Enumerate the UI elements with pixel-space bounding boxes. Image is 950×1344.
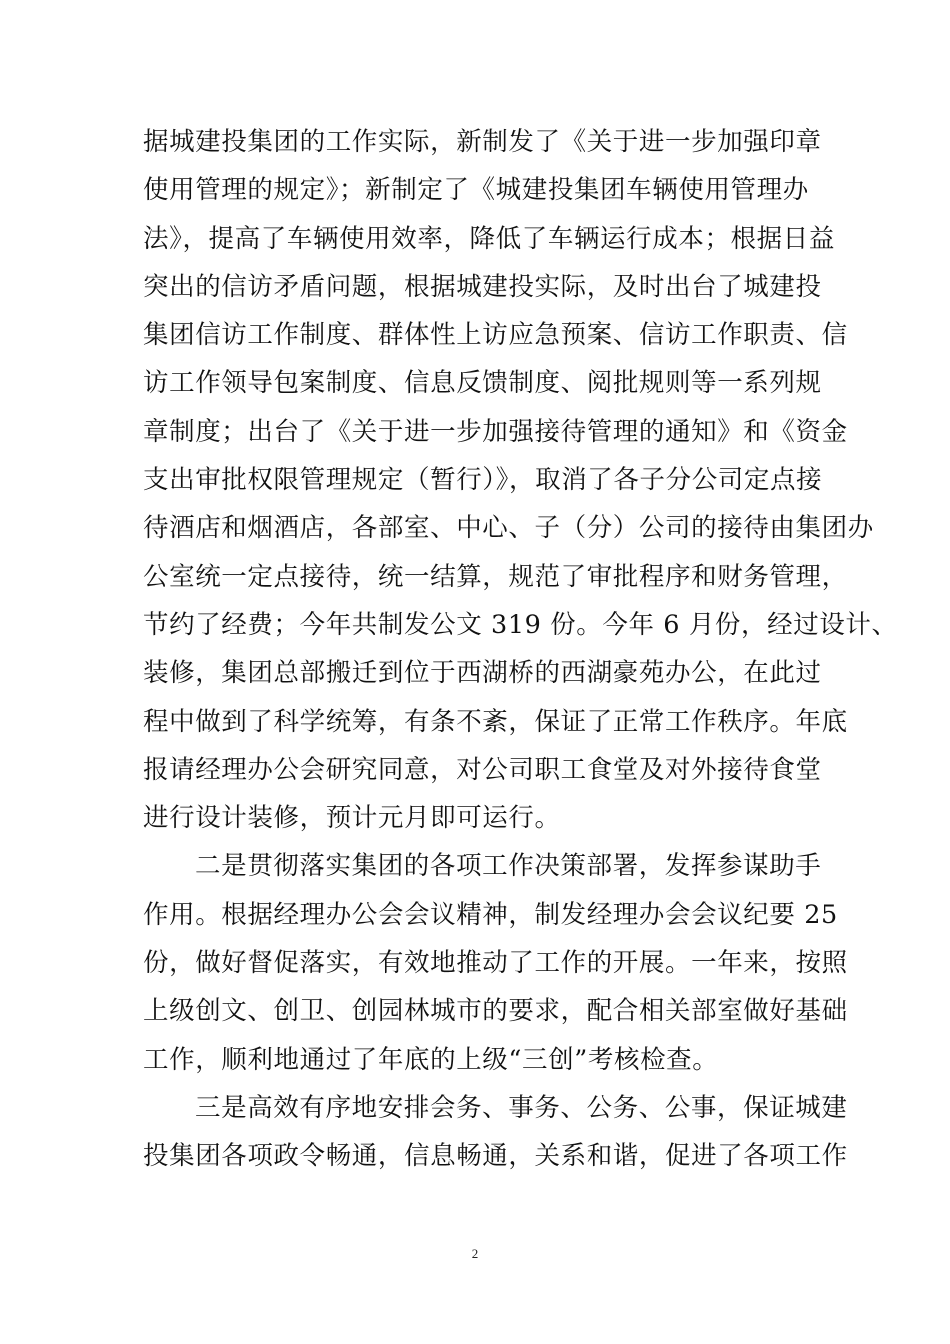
- text-line: 节约了经费；今年共制发公文 319 份。今年 6 月份，经过设计、: [143, 609, 898, 640]
- text-line: 公室统一定点接待，统一结算，规范了审批程序和财务管理，: [143, 561, 848, 592]
- text-line: 投集团各项政令畅通，信息畅通，关系和谐，促进了各项工作: [143, 1141, 848, 1172]
- paragraph-start-line: 三是高效有序地安排会务、事务、公务、公事，保证城建: [195, 1092, 848, 1123]
- text-line: 使用管理的规定》；新制定了《城建投集团车辆使用管理办: [143, 175, 809, 206]
- text-line: 突出的信访矛盾问题，根据城建投实际，及时出台了城建投: [143, 271, 822, 302]
- text-line: 集团信访工作制度、群体性上访应急预案、信访工作职责、信: [143, 320, 848, 351]
- text-line: 据城建投集团的工作实际，新制发了《关于进一步加强印章: [143, 127, 822, 157]
- text-line: 待酒店和烟酒店，各部室、中心、子（分）公司的接待由集团办: [143, 513, 874, 544]
- text-line: 进行设计装修，预计元月即可运行。: [143, 803, 561, 834]
- text-line: 法》，提高了车辆使用效率，降低了车辆运行成本；根据日益: [143, 223, 835, 254]
- page-number: 2: [471, 1246, 479, 1261]
- text-line: 访工作领导包案制度、信息反馈制度、阅批规则等一系列规: [143, 368, 822, 399]
- text-line: 报请经理办公会研究同意，对公司职工食堂及对外接待食堂: [143, 754, 822, 785]
- text-line: 工作，顺利地通过了年底的上级“三创”考核检查。: [143, 1044, 719, 1075]
- text-line: 装修，集团总部搬迁到位于西湖桥的西湖豪苑办公，在此过: [143, 658, 822, 689]
- text-line: 支出审批权限管理规定（暂行）》，取消了各子分公司定点接: [143, 465, 823, 496]
- paragraph-start-line: 二是贯彻落实集团的各项工作决策部署，发挥参谋助手: [195, 851, 822, 882]
- text-line: 章制度；出台了《关于进一步加强接待管理的通知》和《资金: [143, 416, 848, 447]
- text-line: 上级创文、创卫、创园林城市的要求，配合相关部室做好基础: [143, 996, 848, 1027]
- text-line: 程中做到了科学统筹，有条不紊，保证了正常工作秩序。年底: [143, 706, 848, 737]
- body-text: [143, 118, 898, 1181]
- text-line: 作用。根据经理办公会会议精神，制发经理办会会议纪要 25: [143, 899, 838, 930]
- text-line: 份，做好督促落实，有效地推动了工作的开展。一年来，按照: [143, 948, 848, 979]
